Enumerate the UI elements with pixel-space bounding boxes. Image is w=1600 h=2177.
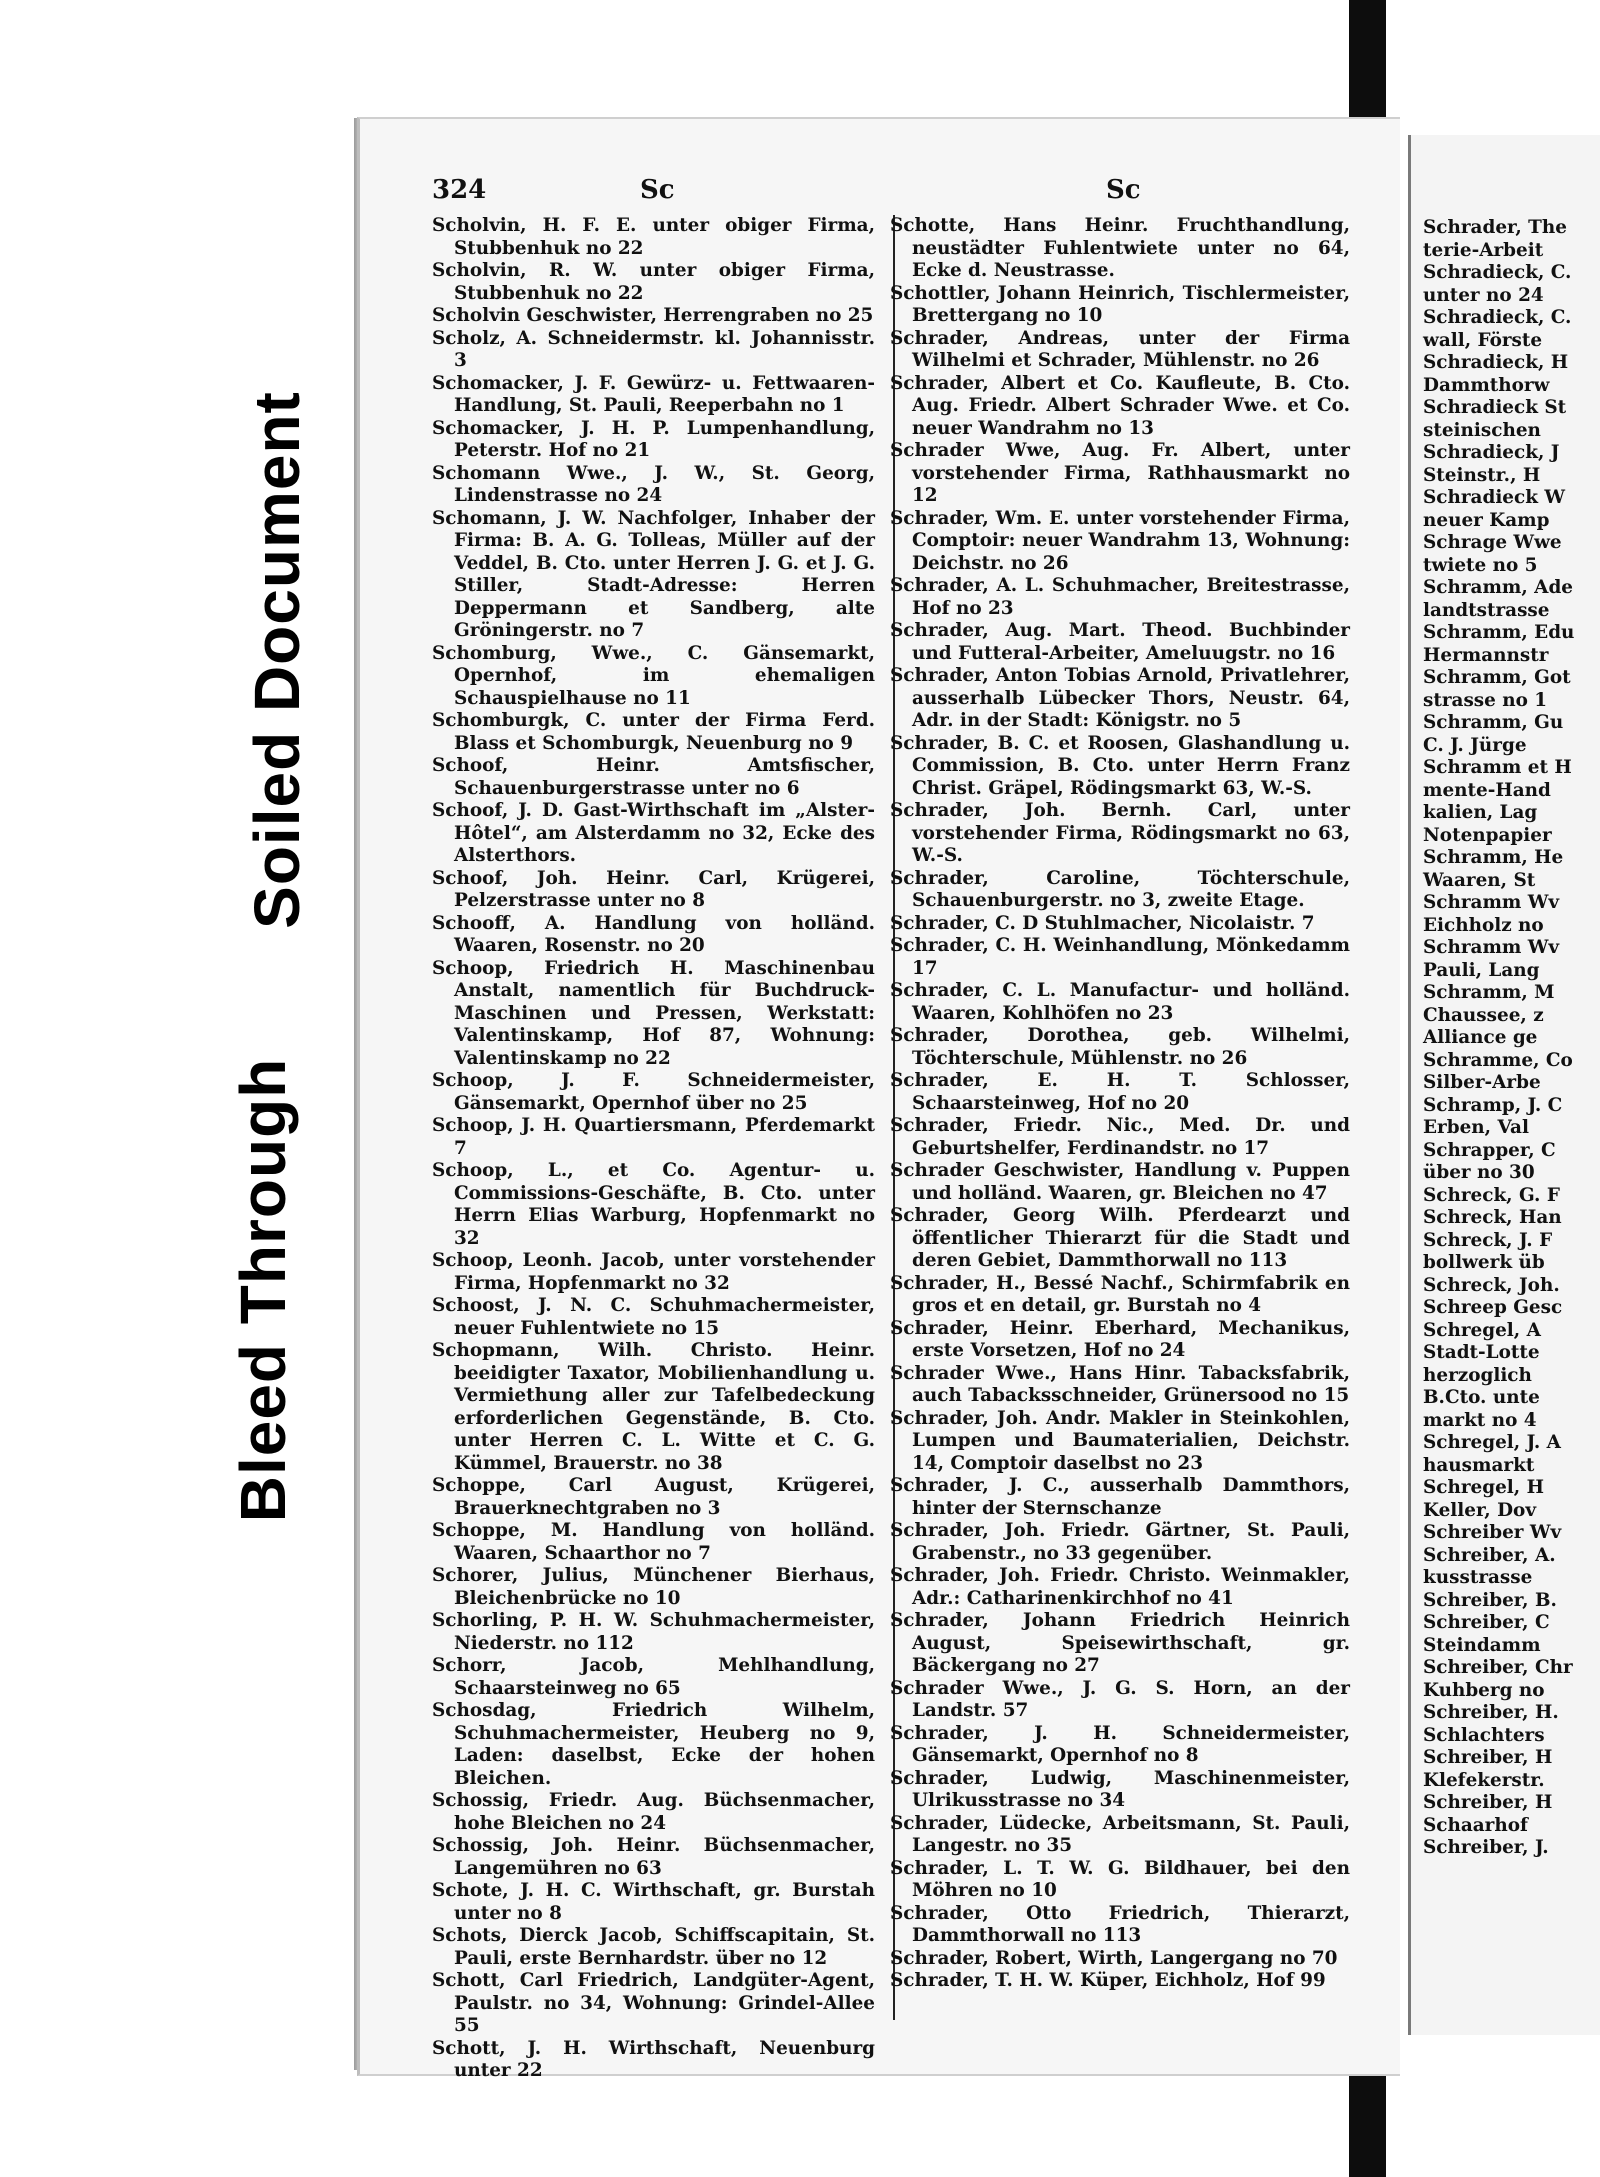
- adjacent-page-line: Schreiber, B.: [1423, 1589, 1557, 1611]
- directory-entry: Schrader, Andreas, unter der Firma Wilhelmi et Schrader, Mühlenstr. no 26: [890, 327, 1350, 371]
- directory-entry: Schrader, J. H. Schneidermeister, Gänsemarkt, Opernhof no 8: [890, 1722, 1350, 1766]
- directory-entry: Schrader, C. D Stuhlmacher, Nicolaistr. 7: [890, 912, 1315, 934]
- bleed-through-label: [205, 990, 320, 1590]
- adjacent-page-line: wall, Förste: [1423, 329, 1543, 351]
- directory-entry: Schrader, Aug. Mart. Theod. Buchbinder und Futteral-Arbeiter, Ameluugstr. no 16: [890, 620, 1350, 664]
- directory-entry: Schrader, Heinr. Eberhard, Mechanikus, erste Vorsetzen, Hof no 24: [890, 1317, 1350, 1361]
- adjacent-page-line: Schreiber, Chr: [1423, 1657, 1573, 1678]
- directory-entry: Schottler, Johann Heinrich, Tischlermeister, Brettergang no 10: [890, 282, 1350, 326]
- directory-entry: Schrader, Albert et Co. Kaufleute, B. Cto. Aug. Friedr. Albert Schrader Wwe. et Co. neuer Wandrahm no 13: [890, 372, 1350, 439]
- directory-entry: Schossig, Joh. Heinr. Büchsenmacher, Langemühren no 63: [432, 1835, 875, 1879]
- adjacent-page-line: steinischen: [1423, 419, 1541, 441]
- right-directory-column: [890, 215, 1350, 1993]
- adjacent-page-line: Schreiber Wv: [1423, 1522, 1562, 1543]
- adjacent-page-line: Schreep Gesc: [1423, 1297, 1563, 1318]
- adjacent-page-line: Schreck, J. F: [1423, 1229, 1553, 1251]
- adjacent-page-line: Steinstr., H: [1423, 464, 1541, 486]
- directory-entry: Schooff, A. Handlung von holländ. Waaren, Rosenstr. no 20: [432, 912, 875, 956]
- adjacent-page-line: neuer Kamp: [1423, 509, 1550, 531]
- directory-entry: Schrader Wwe, Aug. Fr. Albert, unter vorstehender Firma, Rathhausmarkt no 12: [890, 440, 1350, 506]
- directory-entry: Schoop, L., et Co. Agentur- u. Commissions-Geschäfte, B. Cto. unter Herrn Elias Warburg, Hopfenmarkt no 32: [432, 1160, 875, 1249]
- adjacent-page-line: Schreiber, A.: [1423, 1544, 1556, 1566]
- adjacent-page-line: kusstrasse: [1423, 1567, 1533, 1588]
- directory-entry: Schoop, Leonh. Jacob, unter vorstehender Firma, Hopfenmarkt no 32: [432, 1250, 875, 1294]
- page-number: 324: [432, 175, 487, 205]
- adjacent-page-line: Keller, Dov: [1423, 1499, 1537, 1521]
- soiled-document-label: [234, 360, 320, 960]
- adjacent-page-line: terie-Arbeit: [1423, 239, 1544, 261]
- directory-entry: Schrader, Lüdecke, Arbeitsmann, St. Pauli, Langestr. no 35: [890, 1812, 1350, 1856]
- adjacent-page-line: bollwerk üb: [1423, 1252, 1545, 1273]
- directory-entry: Scholvin, H. F. E. unter obiger Firma, Stubbenhuk no 22: [432, 215, 875, 259]
- directory-entry: Schrader, Joh. Bernh. Carl, unter vorstehender Firma, Rödingsmarkt no 63, W.-S.: [890, 800, 1350, 866]
- adjacent-page-line: Schramm, Ade: [1423, 577, 1574, 598]
- adjacent-page-line: über no 30: [1423, 1162, 1535, 1183]
- directory-entry: Schrader, Joh. Friedr. Christo. Weinmakler, Adr.: Catharinenkirchhof no 41: [890, 1565, 1350, 1609]
- adjacent-page-fragment: [1408, 135, 1600, 2035]
- directory-entry: Scholvin Geschwister, Herrengraben no 25: [432, 305, 874, 326]
- adjacent-page-line: Schreiber, J.: [1423, 1837, 1549, 1858]
- adjacent-page-line: Schregel, J. A: [1423, 1432, 1561, 1453]
- directory-entry: Schott, Carl Friedrich, Landgüter-Agent, Paulstr. no 34, Wohnung: Grindel-Allee 55: [432, 1970, 875, 2036]
- adjacent-page-line: Schramm, Edu: [1423, 622, 1575, 643]
- adjacent-page-line: Stadt-Lotte: [1423, 1342, 1540, 1363]
- directory-entry: Schrader, Wm. E. unter vorstehender Firma, Comptoir: neuer Wandrahm 13, Wohnung: Deichstr. no 26: [890, 507, 1350, 574]
- adjacent-page-line: Schreiber, H.: [1423, 1702, 1559, 1723]
- directory-entry: Schott, J. H. Wirthschaft, Neuenburg unter 22: [432, 2037, 875, 2081]
- adjacent-page-line: Hermannstr: [1423, 644, 1549, 666]
- directory-entry: Schrader, E. H. T. Schlosser, Schaarsteinweg, Hof no 20: [890, 1070, 1350, 1114]
- adjacent-page-line: Schradieck, J: [1423, 442, 1560, 463]
- adjacent-page-line: Schramm Wv: [1423, 937, 1560, 958]
- soiled-document-text: Soiled Document: [241, 391, 313, 929]
- directory-entry: Schrader, C. L. Manufactur- und holländ. Waaren, Kohlhöfen no 23: [890, 980, 1350, 1024]
- adjacent-page-line: Klefekerstr.: [1423, 1769, 1545, 1791]
- bleed-through-text: Bleed Through: [226, 1057, 299, 1523]
- adjacent-page-line: Steindamm: [1423, 1634, 1541, 1656]
- directory-entry: Schoop, J. F. Schneidermeister, Gänsemarkt, Opernhof über no 25: [432, 1070, 875, 1114]
- adjacent-page-line: Schradieck, H: [1423, 352, 1569, 373]
- adjacent-page-line: Dammthorw: [1423, 374, 1550, 396]
- adjacent-page-line: Schramm, M: [1423, 982, 1555, 1003]
- directory-entry: Schoop, J. H. Quartiersmann, Pferdemarkt 7: [432, 1115, 875, 1159]
- directory-entry: Schrader, B. C. et Roosen, Glashandlung u. Commission, B. Cto. unter Herrn Franz Christ. Gräpel, Rödingsmarkt 63, W.-S.: [890, 732, 1350, 799]
- directory-entry: Schrader Geschwister, Handlung v. Puppen und holländ. Waaren, gr. Bleichen no 47: [890, 1160, 1350, 1204]
- adjacent-page-line: Pauli, Lang: [1423, 959, 1540, 981]
- adjacent-page-line: Schradieck, C.: [1423, 307, 1572, 328]
- directory-entry: Schopmann, Wilh. Christo. Heinr. beeidigter Taxator, Mobilienhandlung u. Vermiethung aller zur Tafelbedeckung erforderlichen Gegenstände, B. Cto. unter Herren C. L. Witte et C. G. Kümmel, Brauerstr. no 38: [432, 1340, 875, 1474]
- directory-entry: Schoof, Joh. Heinr. Carl, Krügerei, Pelzerstrasse unter no 8: [432, 867, 875, 911]
- adjacent-page-line: Schradieck, C.: [1423, 262, 1572, 283]
- directory-entry: Schorling, P. H. W. Schuhmachermeister, Niederstr. no 112: [432, 1610, 875, 1654]
- adjacent-page-line: Schramm, He: [1423, 847, 1564, 868]
- adjacent-page-line: B.Cto. unte: [1423, 1387, 1540, 1408]
- left-directory-column: [432, 215, 875, 2083]
- directory-entry: Schrader Wwe., Hans Hinr. Tabacksfabrik, auch Tabacksschneider, Grünersood no 15: [890, 1362, 1350, 1406]
- directory-entry: Schoof, Heinr. Amtsfischer, Schauenburgerstrasse unter no 6: [432, 755, 875, 799]
- directory-entry: Schrader, Joh. Andr. Makler in Steinkohlen, Lumpen und Baumaterialien, Deichstr. 14, Comptoir daselbst no 23: [890, 1407, 1350, 1474]
- adjacent-page-line: Silber-Arbe: [1423, 1072, 1541, 1093]
- adjacent-page-line: twiete no 5: [1423, 554, 1538, 576]
- adjacent-page-line: Schaarhof: [1423, 1814, 1528, 1836]
- directory-entry: Schrader, Johann Friedrich Heinrich August, Speisewirthschaft, gr. Bäckergang no 27: [890, 1610, 1350, 1676]
- adjacent-page-line: Chaussee, z: [1423, 1004, 1544, 1026]
- header-left-letters: Sc: [640, 175, 675, 205]
- adjacent-page-line: unter no 24: [1423, 284, 1544, 306]
- adjacent-page-line: Schramm, Got: [1423, 667, 1571, 688]
- directory-entry: Scholvin, R. W. unter obiger Firma, Stubbenhuk no 22: [432, 260, 875, 304]
- adjacent-page-line: Schreiber, C: [1423, 1612, 1550, 1633]
- directory-entry: Schrader, Joh. Friedr. Gärtner, St. Pauli, Grabenstr., no 33 gegenüber.: [890, 1520, 1350, 1564]
- adjacent-page-line: Notenpapier: [1423, 824, 1552, 846]
- adjacent-page-line: herzoglich: [1423, 1364, 1532, 1386]
- directory-entry: Schossig, Friedr. Aug. Büchsenmacher, hohe Bleichen no 24: [432, 1790, 875, 1834]
- adjacent-page-line: Schrapper, C: [1423, 1139, 1556, 1161]
- adjacent-page-line: Schregel, H: [1423, 1477, 1544, 1498]
- adjacent-page-line: strasse no 1: [1423, 689, 1548, 711]
- directory-entry: Schoppe, M. Handlung von holländ. Waaren, Schaarthor no 7: [432, 1520, 875, 1564]
- directory-entry: Schoop, Friedrich H. Maschinenbau Anstalt, namentlich für Buchdruck-Maschinen und Pressen, Werkstatt: Valentinskamp, Hof 87, Wohnung: Valentinskamp no 22: [432, 957, 875, 1069]
- directory-entry: Schote, J. H. C. Wirthschaft, gr. Burstah unter no 8: [432, 1880, 875, 1924]
- adjacent-page-line: hausmarkt: [1423, 1454, 1535, 1476]
- directory-entry: Schorer, Julius, Münchener Bierhaus, Bleichenbrücke no 10: [432, 1565, 875, 1609]
- directory-entry: Schrader, T. H. W. Küper, Eichholz, Hof 99: [890, 1970, 1326, 1991]
- adjacent-page-line: Schramm, Gu: [1423, 712, 1564, 733]
- directory-entry: Schoost, J. N. C. Schuhmachermeister, neuer Fuhlentwiete no 15: [432, 1295, 875, 1339]
- adjacent-page-line: kalien, Lag: [1423, 802, 1538, 823]
- directory-entry: Schrader, J. C., ausserhalb Dammthors, hinter der Sternschanze: [890, 1475, 1350, 1519]
- adjacent-page-line: Schramm et H: [1423, 757, 1572, 778]
- directory-entry: Schrader, Georg Wilh. Pferdearzt und öffentlicher Thierarzt für die Stadt und deren Gebiet, Dammthorwall no 113: [890, 1205, 1350, 1271]
- directory-entry: Schrader, Friedr. Nic., Med. Dr. und Geburtshelfer, Ferdinandstr. no 17: [890, 1115, 1350, 1159]
- directory-entry: Schrader, A. L. Schuhmacher, Breitestrasse, Hof no 23: [890, 575, 1350, 619]
- directory-entry: Schrader Wwe., J. G. S. Horn, an der Landstr. 57: [890, 1677, 1350, 1721]
- header-right-letters: Sc: [1106, 175, 1141, 205]
- directory-entry: Schomann, J. W. Nachfolger, Inhaber der Firma: B. A. G. Tolleas, Müller auf der Veddel, B. Cto. unter Herren J. G. et J. G. Stiller, Stadt-Adresse: Herren Deppermann et Sandberg, alte Gröningerstr. no 7: [432, 507, 875, 641]
- adjacent-page-line: Schradieck W: [1423, 487, 1565, 508]
- adjacent-page-line: Alliance ge: [1423, 1027, 1538, 1048]
- adjacent-page-line: landtstrasse: [1423, 599, 1550, 621]
- directory-entry: Schrader, L. T. W. G. Bildhauer, bei den Möhren no 10: [890, 1857, 1350, 1901]
- directory-entry: Scholz, A. Schneidermstr. kl. Johannisstr. 3: [432, 327, 875, 371]
- directory-entry: Schoppe, Carl August, Krügerei, Brauerknechtgraben no 3: [432, 1475, 875, 1519]
- adjacent-page-line: Waaren, St: [1423, 869, 1536, 891]
- directory-entry: Schrader, H., Bessé Nachf., Schirmfabrik en gros et en detail, gr. Burstah no 4: [890, 1272, 1350, 1316]
- directory-entry: Schrader, Otto Friedrich, Thierarzt, Dammthorwall no 113: [890, 1902, 1350, 1946]
- adjacent-page-line: Schrader, The: [1423, 217, 1567, 238]
- adjacent-page-line: Schreiber, H: [1423, 1792, 1553, 1813]
- adjacent-page-line: Schreiber, H: [1423, 1747, 1553, 1768]
- adjacent-page-lines: [1411, 217, 1574, 1860]
- adjacent-page-line: Schreck, Han: [1423, 1207, 1562, 1228]
- adjacent-page-line: Erben, Val: [1423, 1117, 1529, 1138]
- directory-entry: Schrader, Anton Tobias Arnold, Privatlehrer, ausserhalb Lübecker Thors, Neustr. 64, Adr. in der Stadt: Königstr. no 5: [890, 665, 1350, 731]
- directory-entry: Schorr, Jacob, Mehlhandlung, Schaarsteinweg no 65: [432, 1655, 875, 1699]
- directory-entry: Schoof, J. D. Gast-Wirthschaft im „Alster-Hôtel“, am Alsterdamm no 32, Ecke des Alsterthors.: [432, 800, 875, 866]
- adjacent-page-line: Schregel, A: [1423, 1319, 1541, 1341]
- directory-entry: Schrader, Caroline, Töchterschule, Schauenburgerstr. no 3, zweite Etage.: [890, 867, 1350, 911]
- directory-entry: Schomacker, J. F. Gewürz- u. Fettwaaren-Handlung, St. Pauli, Reeperbahn no 1: [432, 372, 875, 416]
- directory-entry: Schomann Wwe., J. W., St. Georg, Lindenstrasse no 24: [432, 462, 875, 506]
- adjacent-page-line: Schramme, Co: [1423, 1049, 1573, 1071]
- adjacent-page-line: Schreck, G. F: [1423, 1184, 1560, 1206]
- directory-entry: Schotte, Hans Heinr. Fruchthandlung, neustädter Fuhlentwiete unter no 64, Ecke d. Neustrasse.: [890, 215, 1350, 281]
- adjacent-page-line: Schreck, Joh.: [1423, 1274, 1560, 1296]
- directory-entry: Schrader, Robert, Wirth, Langergang no 70: [890, 1947, 1338, 1969]
- adjacent-page-line: Schradieck St: [1423, 397, 1567, 418]
- adjacent-page-line: Schramm Wv: [1423, 892, 1560, 913]
- adjacent-page-line: Kuhberg no: [1423, 1679, 1545, 1701]
- directory-entry: Schomburgk, C. unter der Firma Ferd. Blass et Schomburgk, Neuenburg no 9: [432, 710, 875, 754]
- directory-entry: Schrader, Ludwig, Maschinenmeister, Ulrikusstrasse no 34: [890, 1767, 1350, 1811]
- adjacent-page-line: Schlachters: [1423, 1724, 1545, 1746]
- directory-entry: Schrader, Dorothea, geb. Wilhelmi, Töchterschule, Mühlenstr. no 26: [890, 1025, 1350, 1069]
- directory-entry: Schomacker, J. H. P. Lumpenhandlung, Peterstr. Hof no 21: [432, 417, 875, 461]
- directory-entry: Schosdag, Friedrich Wilhelm, Schuhmachermeister, Heuberg no 9, Laden: daselbst, Ecke der hohen Bleichen.: [432, 1700, 875, 1789]
- adjacent-page-line: Schrage Wwe: [1423, 532, 1562, 553]
- directory-entry: Schots, Dierck Jacob, Schiffscapitain, St. Pauli, erste Bernhardstr. über no 12: [432, 1925, 875, 1969]
- adjacent-page-line: Schramp, J. C: [1423, 1094, 1563, 1116]
- directory-entry: Schrader, C. H. Weinhandlung, Mönkedamm 17: [890, 935, 1350, 979]
- adjacent-page-line: C. J. Jürge: [1423, 734, 1527, 756]
- adjacent-page-line: markt no 4: [1423, 1409, 1537, 1431]
- directory-entry: Schomburg, Wwe., C. Gänsemarkt, Opernhof, im ehemaligen Schauspielhause no 11: [432, 642, 875, 709]
- adjacent-page-line: mente-Hand: [1423, 779, 1551, 801]
- adjacent-page-line: Eichholz no: [1423, 914, 1544, 936]
